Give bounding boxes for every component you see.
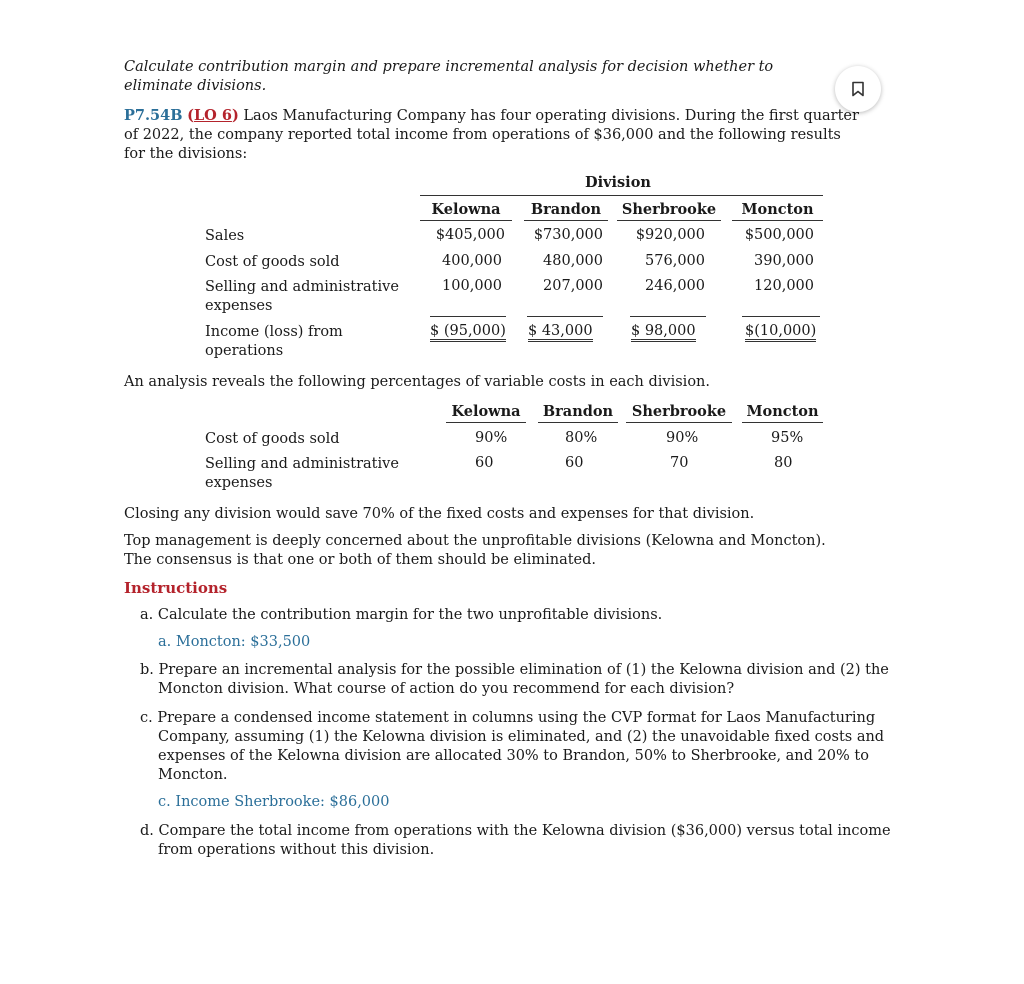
- cell: 80: [774, 455, 793, 471]
- col-sherbrooke: Sherbrooke: [617, 201, 721, 221]
- cell: 390,000: [754, 253, 814, 269]
- subtotal-rule: [742, 316, 820, 317]
- closing-text: Closing any division would save 70% of the fixed costs and expenses for that division.: [124, 506, 755, 522]
- instruction-c: c. Prepare a condensed income statement in columns using the CVP format for Laos Manufacturing Company, assuming (1) the Kelowna division is eliminated, and (2) the unavoidable fixed costs and expenses of the Kelowna division are allocated 30% to Brandon, 50% to Sherbrooke, and 20% to Moncton.: [140, 710, 885, 783]
- cell: 95%: [771, 430, 804, 446]
- analysis-text: An analysis reveals the following percentages of variable costs in each division.: [124, 374, 710, 390]
- cell: 576,000: [645, 253, 705, 269]
- cell: $ 98,000: [631, 323, 696, 342]
- cell: 60: [565, 455, 584, 471]
- instructions-heading: Instructions: [124, 579, 228, 597]
- cell: 400,000: [442, 253, 502, 269]
- subtotal-rule: [430, 316, 506, 317]
- row-label: Selling and administrative expenses: [205, 279, 399, 314]
- instruction-a: a. Calculate the contribution margin for the two unprofitable divisions.: [140, 607, 663, 623]
- cell: 207,000: [543, 278, 603, 294]
- problem-text: Laos Manufacturing Company has four operating divisions. During the first quarter of 2022, the company reported total income from operations of $36,000 and the following results for the divisions:: [124, 108, 859, 162]
- cell: 80%: [565, 430, 598, 446]
- division-header: Division: [585, 174, 651, 191]
- col-moncton: Moncton: [732, 201, 823, 221]
- cell: $ 43,000: [528, 323, 593, 342]
- cell: $(10,000): [745, 323, 816, 342]
- cell: 100,000: [442, 278, 502, 294]
- cell: $ (95,000): [430, 323, 506, 342]
- bookmark-icon: [851, 81, 865, 97]
- subtotal-rule: [630, 316, 706, 317]
- col-kelowna: Kelowna: [420, 201, 512, 221]
- lo-close: ): [231, 107, 239, 124]
- answer-c: c. Income Sherbrooke: $86,000: [158, 794, 390, 810]
- row-label: Selling and administrative expenses: [205, 456, 399, 491]
- col-sherbrooke: Sherbrooke: [626, 403, 732, 423]
- answer-a: a. Moncton: $33,500: [158, 634, 311, 650]
- instruction-d: d. Compare the total income from operations with the Kelowna division ($36,000) versus total income from operations without this division.: [140, 823, 891, 858]
- cell: 480,000: [543, 253, 603, 269]
- cell: 60: [475, 455, 494, 471]
- row-label: Sales: [205, 228, 245, 244]
- intro-heading: Calculate contribution margin and prepare incremental analysis for decision whether to eliminate divisions.: [124, 59, 774, 94]
- learning-objective-link[interactable]: LO 6: [193, 107, 232, 124]
- cell: $405,000: [435, 227, 505, 243]
- problem-code: P7.54B: [124, 107, 183, 124]
- division-header-rule: [420, 195, 823, 196]
- management-text: Top management is deeply concerned about the unprofitable divisions (Kelowna and Moncton). The consensus is that one or both of them should be eliminated.: [124, 533, 826, 568]
- col-moncton: Moncton: [742, 403, 823, 423]
- lo-open: (: [187, 107, 194, 124]
- cell: 90%: [666, 430, 699, 446]
- cell: 70: [670, 455, 689, 471]
- cell: $730,000: [533, 227, 603, 243]
- col-brandon: Brandon: [538, 403, 618, 423]
- problem-statement: [124, 106, 864, 164]
- instruction-b: b. Prepare an incremental analysis for the possible elimination of (1) the Kelowna division and (2) the Moncton division. What course of action do you recommend for each division?: [140, 662, 889, 697]
- cell: 120,000: [754, 278, 814, 294]
- subtotal-rule: [527, 316, 603, 317]
- cell: 90%: [475, 430, 508, 446]
- col-brandon: Brandon: [524, 201, 608, 221]
- row-label: Cost of goods sold: [205, 431, 340, 447]
- cell: 246,000: [645, 278, 705, 294]
- cell: $500,000: [744, 227, 814, 243]
- cell: $920,000: [635, 227, 705, 243]
- row-label: Income (loss) from operations: [205, 324, 343, 359]
- col-kelowna: Kelowna: [446, 403, 526, 423]
- row-label: Cost of goods sold: [205, 254, 340, 270]
